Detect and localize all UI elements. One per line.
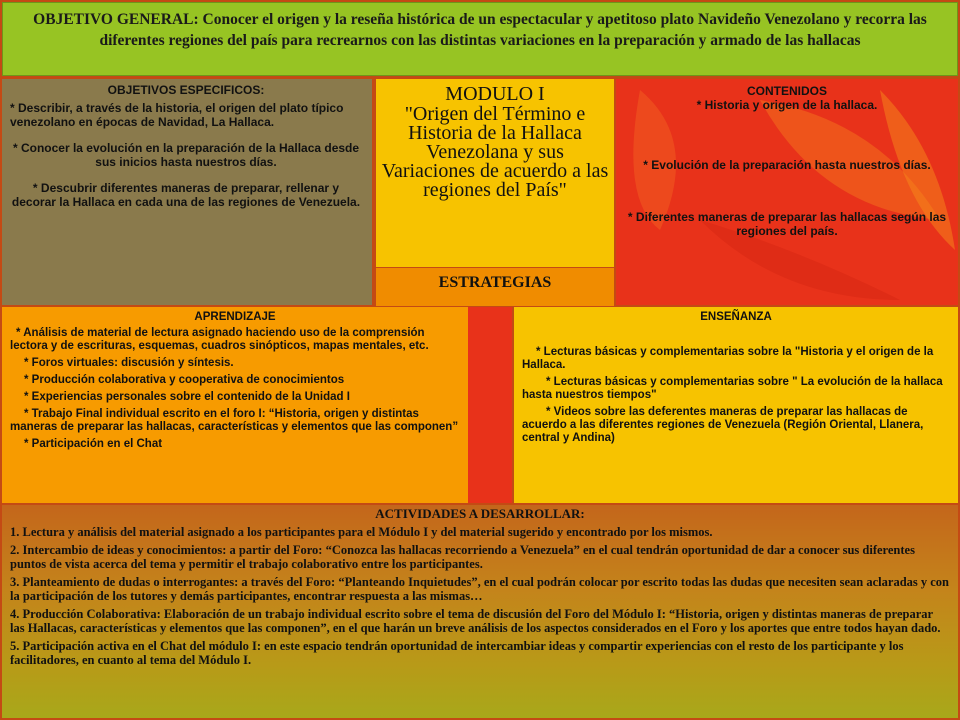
ensenanza-item: * Lecturas básicas y complementarias sobre la "Historia y el origen de la Hallaca. (522, 346, 934, 371)
contenidos-title: CONTENIDOS (746, 84, 827, 98)
aprendizaje-item: * Análisis de material de lectura asignado haciendo uso de la comprensión lectora y de escrituras, esquemas, cuadros sinópticos, mapas mentales, etc. (10, 327, 429, 352)
contenido-item: * Evolución de la preparación hasta nuestros días. (643, 158, 931, 172)
aprendizaje-item: * Participación en el Chat (24, 438, 163, 450)
aprendizaje-item: * Producción colaborativa y cooperativa de conocimientos (24, 374, 345, 386)
actividades-title: ACTIVIDADES A DESARROLLAR: (375, 506, 585, 521)
ensenanza-item: * Lecturas básicas y complementarias sobre " La evolución de la hallaca hasta nuestros tiempos" (522, 376, 943, 401)
aprendizaje-title: APRENDIZAJE (194, 311, 276, 323)
contenidos-panel (616, 79, 958, 305)
actividad-item: 5. Participación activa en el Chat del módulo I: en este espacio tendrán oportunidad de intercambiar ideas y compartir experiencias con el resto de los participante y los facilitadores, en cuanto al tema del Módulo I. (10, 639, 904, 667)
actividad-item: 2. Intercambio de ideas y conocimientos: a partir del Foro: “Conozca las hallacas recorriendo a Venezuela” en el cual tendrán oportunidad de dar a conocer sus diferentes puntos de vista acerca del tema y permitir el trabajo colaborativo entre los participantes. (10, 543, 915, 571)
objetivo-item: * Descubrir diferentes maneras de preparar, rellenar y decorar la Hallaca en cada una de las regiones de Venezuela. (11, 181, 361, 209)
modulo-subtitle: "Origen del Término e Historia de la Hallaca Venezolana y sus Variaciones de acuerdo a las regiones del País" (381, 103, 609, 201)
red-separator (468, 307, 512, 503)
modulo-panel (376, 79, 614, 267)
objetivo-item: * Conocer la evolución en la preparación de la Hallaca desde sus inicios hasta nuestros días. (12, 141, 360, 169)
aprendizaje-item: * Foros virtuales: discusión y síntesis. (24, 357, 234, 369)
objetivo-general-label: OBJETIVO GENERAL: (33, 11, 199, 28)
actividades-panel (2, 505, 958, 718)
actividad-item: 4. Producción Colaborativa: Elaboración de un trabajo individual escrito sobre el tema de discusión del Foro del Módulo I: “Historia, origen y distintas maneras de preparar las Hallacas, características y elementos que las componen”, en el que harán un breve análisis de los aspectos considerados en el Foro y los aportes que entre todos hayan dado. (10, 607, 941, 635)
aprendizaje-item: * Trabajo Final individual escrito en el foro I: “Historia, origen y distintas maneras de preparar las hallacas, características y elementos que las componen” (10, 408, 459, 433)
actividad-item: 1. Lectura y análisis del material asignado a los participantes para el Módulo I y del material sugerido y encontrado por los mismos. (10, 525, 713, 539)
actividad-item: 3. Planteamiento de dudas o interrogantes: a través del Foro: “Planteando Inquietudes”, en el cual podrán colocar por escrito todas las dudas que necesiten sean aclaradas y con la participación de los tutores y demás participantes, encontrar respuesta a las mismas… (10, 575, 950, 603)
ensenanza-item: * Videos sobre las deferentes maneras de preparar las hallacas de acuerdo a las diferentes regiones de Venezuela (Región Oriental, Llanera, central y Andina) (522, 406, 924, 444)
estrategias-heading: ESTRATEGIAS (376, 268, 614, 306)
objetivo-general-text: Conocer el origen y la reseña histórica de un espectacular y apetitoso plato Navideño Venezolano y recorra las diferentes regiones del país para recrearnos con las distintas variaciones en la preparación y armado de las hallacas (99, 11, 927, 49)
objetivo-item: * Describir, a través de la historia, el origen del plato típico venezolano en épocas de Navidad, La Hallaca. (10, 101, 344, 129)
ensenanza-panel (514, 307, 958, 503)
ensenanza-title: ENSEÑANZA (700, 311, 772, 323)
aprendizaje-panel (2, 307, 468, 503)
objetivos-especificos-title: OBJETIVOS ESPECIFICOS: (107, 83, 265, 97)
contenido-item: * Diferentes maneras de preparar las hallacas según las regiones del país. (627, 210, 947, 238)
contenido-item: * Historia y origen de la hallaca. (696, 98, 878, 112)
objetivos-especificos-panel (2, 79, 372, 305)
modulo-title: MODULO I (445, 83, 545, 105)
aprendizaje-item: * Experiencias personales sobre el contenido de la Unidad I (24, 391, 350, 403)
objetivo-general-banner (2, 2, 958, 76)
